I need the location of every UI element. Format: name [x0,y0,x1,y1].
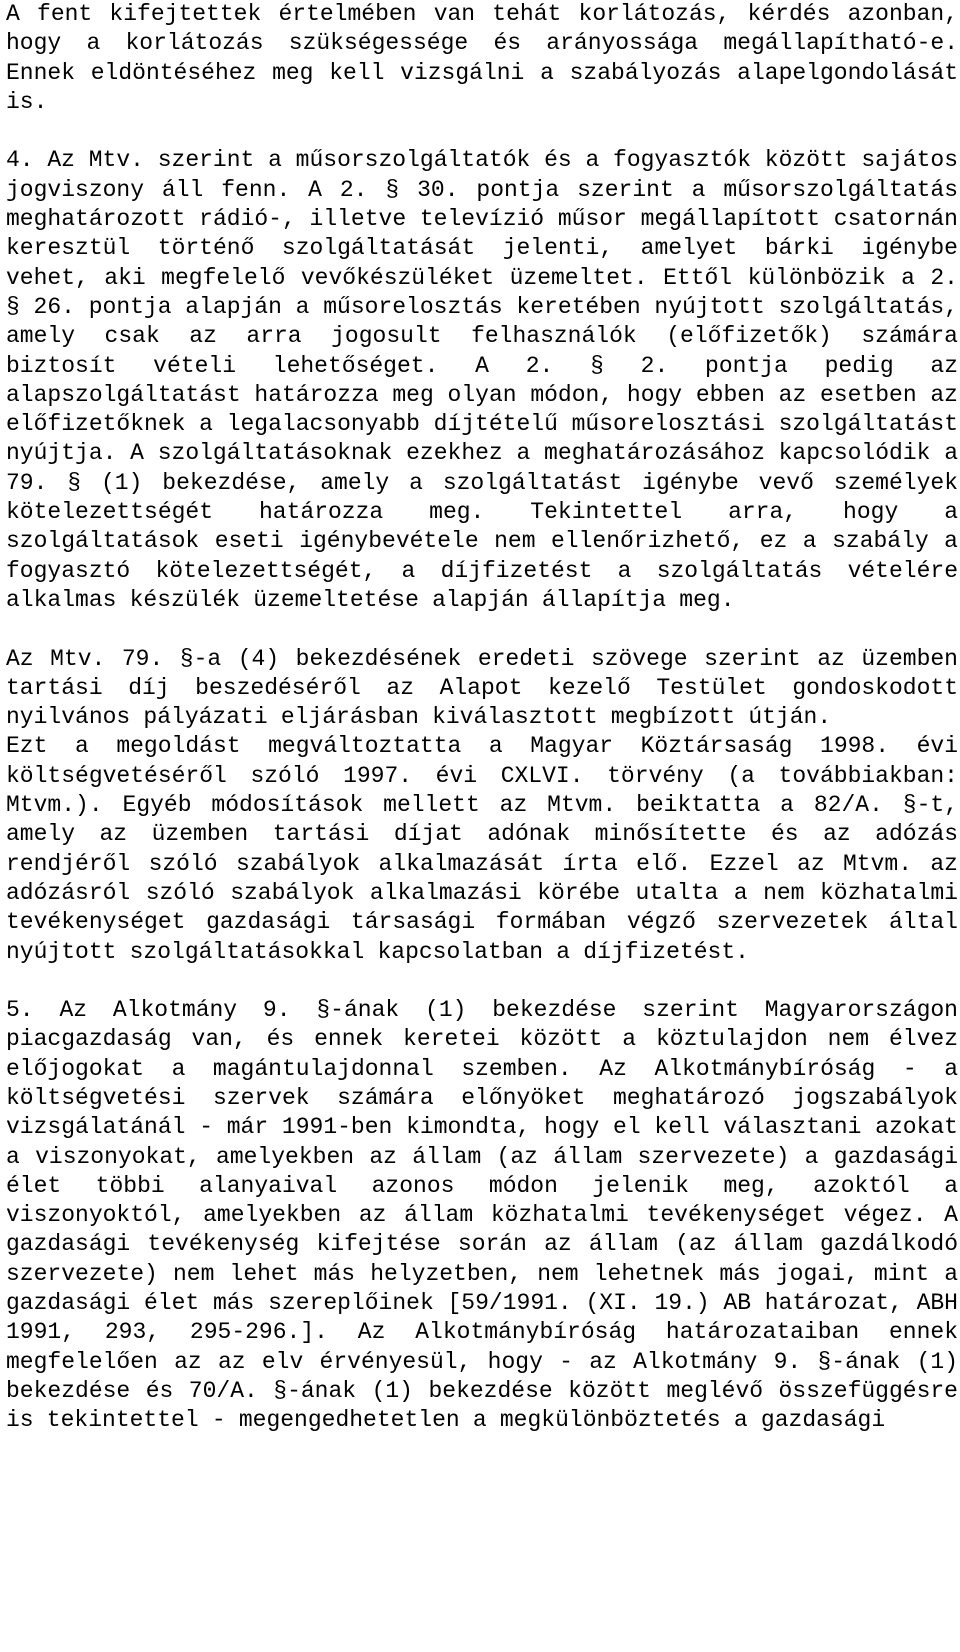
paragraph-gap [6,615,958,644]
paragraph-fee-collection: Az Mtv. 79. §-a (4) bekezdésének eredeti szövege szerint az üzemben tartási díj beszedéséről az Alapot kezelő Testület gondoskodott nyilvános pályázati eljárásban kiválasztott megbízott útján. [6,645,958,731]
document-page [6,0,958,1436]
paragraph-gap [6,117,958,146]
paragraph-mtvm-amendment: Ezt a megoldást megváltoztatta a Magyar Köztársaság 1998. évi költségvetéséről szóló 1997. évi CXLVI. törvény (a továbbiakban: Mtvm.). Egyéb módosítások mellett az Mtvm. beiktatta a 82/A. §-t, amely az üzemben tartási díjat adónak minősítette és az adózás rendjéről szóló szabályok alkalmazását írta elő. Ezzel az Mtvm. az adózásról szóló szabályok alkalmazási körébe utalta a nem közhatalmi tevékenységet gazdasági társasági formában végző szervezetek által nyújtott szolgáltatásokkal kapcsolatban a díjfizetést. [6,733,958,965]
paragraph-section-4: 4. Az Mtv. szerint a műsorszolgáltatók és a fogyasztók között sajátos jogviszony áll fenn. A 2. § 30. pontja szerint a műsorszolgáltatás meghatározott rádió-, illetve televízió műsor megállapított csatornán keresztül történő szolgáltatását jelenti, amelyet bárki igénybe vehet, aki megfelelő vevőkészüléket üzemeltet. Ettől különbözik a 2. § 26. pontja alapján a műsorelosztás keretében nyújtott szolgáltatás, amely csak az arra jogosult felhasználók (előfizetők) számára biztosít vételi lehetőséget. A 2. § 2. pontja pedig az alapszolgáltatást határozza meg olyan módon, hogy ebben az esetben az előfizetőknek a legalacsonyabb díjtételű műsorelosztási szolgáltatást nyújtja. A szolgáltatásoknak ezekhez a meghatározásához kapcsolódik a 79. § (1) bekezdése, amely a szolgáltatást igénybe vevő személyek kötelezettségét határozza meg. Tekintettel arra, hogy a szolgáltatások eseti igénybevétele nem ellenőrizhető, ez a szabály a fogyasztó kötelezettségét, a díjfizetést a szolgáltatás vételére alkalmas készülék üzemeltetése alapján állapítja meg. [6,147,958,613]
paragraph-restriction-question: A fent kifejtettek értelmében van tehát korlátozás, kérdés azonban, hogy a korlátozás szükségessége és arányossága megállapítható-e. Ennek eldöntéséhez meg kell vizsgálni a szabályozás alapelgondolását is. [6,1,958,115]
paragraph-section-5: 5. Az Alkotmány 9. §-ának (1) bekezdése szerint Magyarországon piacgazdaság van, és ennek keretei között a köztulajdon nem élvez előjogokat a magántulajdonnal szemben. Az Alkotmánybíróság - a költségvetési szervek számára előnyöket meghatározó jogszabályok vizsgálatánál - már 1991-ben kimondta, hogy el kell választani azokat a viszonyokat, amelyekben az állam (az állam szervezete) a gazdasági élet többi alanyaival azonos módon jelenik meg, azoktól a viszonyoktól, amelyekben az állam közhatalmi tevékenységet végez. A gazdasági tevékenység kifejtése során az állam (az állam gazdálkodó szervezete) nem lehet más helyzetben, nem lehetnek más jogai, mint a gazdasági élet más szereplőinek [59/1991. (XI. 19.) AB határozat, ABH 1991, 293, 295-296.]. Az Alkotmánybíróság határozataiban ennek megfelelően az az elv érvényesül, hogy - az Alkotmány 9. §-ának (1) bekezdése és 70/A. §-ának (1) bekezdése között meglévő összefüggésre is tekintettel - megengedhetetlen a megkülönböztetés a gazdasági [6,997,958,1434]
paragraph-gap [6,967,958,996]
